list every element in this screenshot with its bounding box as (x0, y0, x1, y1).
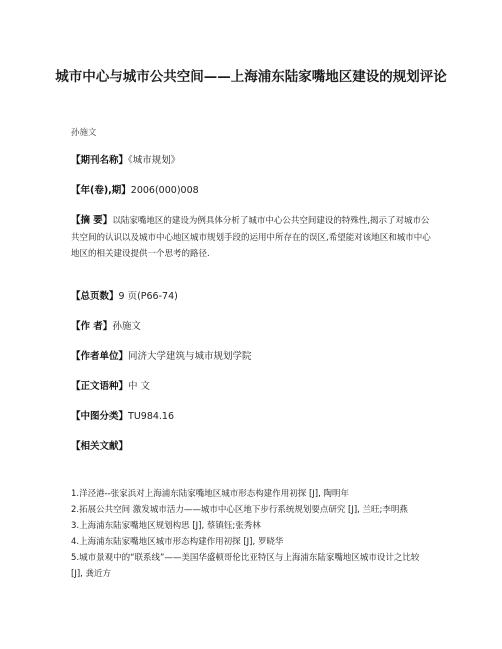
issue-label: 【年(卷),期】 (71, 185, 131, 196)
authors-label: 【作 者】 (71, 321, 113, 332)
affiliation-value: 同济大学建筑与城市规划学院 (128, 351, 252, 362)
authors-value: 孙施文 (112, 321, 141, 332)
pages-field (71, 289, 178, 304)
language-value: 中 文 (128, 381, 151, 392)
reference-item: 1.洋泾港--张家浜对上海浦东陆家嘴地区城市形态构建作用初探 [J], 陶明年 (71, 489, 349, 499)
classification-value: TU984.16 (128, 411, 175, 422)
language-field (71, 379, 150, 394)
affiliation-label: 【作者单位】 (71, 351, 129, 362)
journal-value: 《城市规划》 (128, 155, 181, 166)
issue-value: 2006(000)008 (130, 185, 199, 196)
issue-field (71, 183, 199, 198)
reference-item: 2.拓展公共空间 激发城市活力——城市中心区地下步行系统规划要点研究 [J], 兰旺;李明燕 (71, 505, 408, 515)
journal-field (71, 153, 180, 168)
pages-label: 【总页数】 (71, 291, 119, 302)
affiliation-field (71, 349, 252, 364)
abstract-text: 以陆家嘴地区的建设为例具体分析了城市中心公共空间建设的特殊性,揭示了对城市公共空间的认识以及城市中心地区城市规划手段的运用中所存在的误区,希望能对该地区和城市中心地区的相关建设提供一个思考的路径. (71, 216, 431, 259)
abstract-label: 【摘 要】 (71, 215, 113, 226)
classification-field (71, 409, 174, 424)
reference-item: 5.城市景观中的“联系线”——美国华盛顿哥伦比亚特区与上海浦东陆家嘴地区城市设计之比较 [J], 龚近方 (71, 553, 420, 579)
pages-value: 9 页(P66-74) (118, 291, 178, 302)
related-label: 【相关文献】 (71, 441, 129, 452)
authors-field (71, 319, 141, 334)
classification-label: 【中图分类】 (71, 411, 129, 422)
author-line: 孙施文 (71, 128, 97, 138)
journal-label: 【期刊名称】 (71, 155, 129, 166)
reference-item: 3.上海浦东陆家嘴地区规划构思 [J], 蔡镇钰;张秀林 (71, 521, 261, 531)
language-label: 【正文语种】 (71, 381, 129, 392)
abstract-field (71, 213, 433, 263)
reference-list (71, 486, 433, 582)
reference-item: 4.上海浦东陆家嘴地区城市形态构建作用初探 [J], 罗晓华 (71, 537, 284, 547)
related-field (71, 439, 128, 454)
document-title: 城市中心与城市公共空间——上海浦东陆家嘴地区建设的规划评论 (55, 69, 447, 85)
